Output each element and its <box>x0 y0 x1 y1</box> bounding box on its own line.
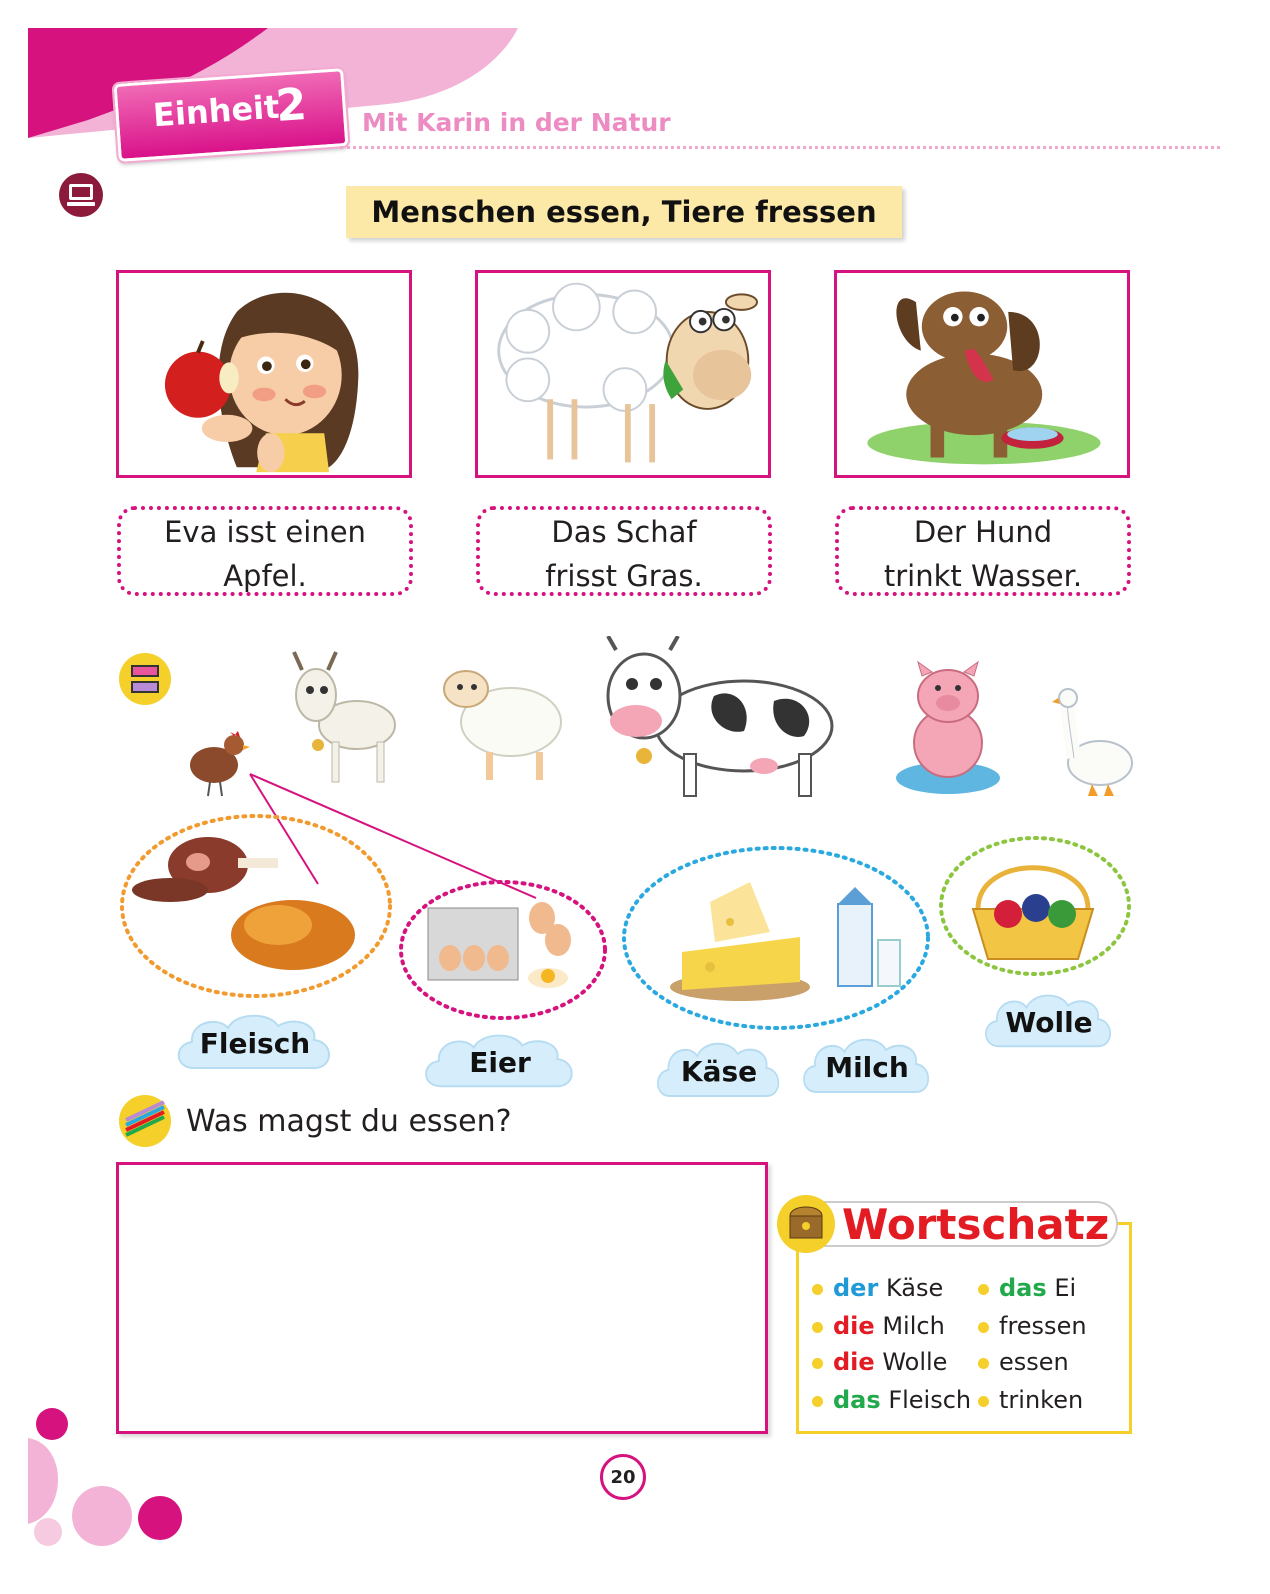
milk-carton-icon <box>838 904 872 986</box>
picture-dog-water <box>834 270 1130 478</box>
pencils-icon <box>118 1094 172 1148</box>
vocab-item: trinken <box>978 1386 1083 1414</box>
unit-number: 2 <box>274 78 309 133</box>
goose-icon <box>1052 688 1136 800</box>
milk-glass-icon <box>878 940 900 986</box>
bullet-icon <box>978 1284 989 1295</box>
wool-group <box>938 834 1132 978</box>
caption-dog-line1: Der Hund <box>913 515 1053 549</box>
dog-drinking-water-illustration <box>837 273 1127 475</box>
vocab-item: der Käse <box>812 1274 943 1302</box>
question-text: Was magst du essen? <box>186 1104 512 1139</box>
sheep-icon <box>436 654 566 784</box>
vocab-item: die Wolle <box>812 1348 947 1376</box>
girl-eating-apple-illustration <box>119 273 409 475</box>
bullet-icon <box>812 1284 823 1295</box>
goat-icon <box>282 650 402 788</box>
vocab-item: essen <box>978 1348 1069 1376</box>
caption-girl-line1: Eva isst einen <box>164 515 366 549</box>
cheese-icon <box>682 937 800 990</box>
unit-label: Einheit <box>151 87 281 135</box>
section-title: Menschen essen, Tiere fressen <box>346 186 902 238</box>
caption-sheep-line2: frisst Gras. <box>545 559 703 593</box>
unit-subtitle: Mit Karin in der Natur <box>362 108 671 137</box>
label-milch: Milch <box>800 1034 934 1100</box>
decorative-dots <box>28 1404 198 1554</box>
hen-icon <box>186 720 250 800</box>
picture-sheep-grass <box>475 270 771 478</box>
bullet-icon <box>812 1322 823 1333</box>
bullet-icon <box>978 1396 989 1407</box>
label-eier: Eier <box>420 1030 580 1094</box>
sheep-eating-grass-illustration <box>478 273 768 475</box>
page-number: 20 <box>600 1454 646 1500</box>
computer-icon <box>58 172 104 218</box>
caption-girl <box>117 506 413 596</box>
caption-sheep <box>476 506 772 596</box>
label-fleisch: Fleisch <box>174 1010 336 1076</box>
answer-writing-area[interactable] <box>116 1162 768 1434</box>
dairy-group <box>620 842 932 1034</box>
bullet-icon <box>812 1396 823 1407</box>
meat-group <box>118 810 394 1002</box>
caption-dog <box>835 506 1131 596</box>
caption-sheep-line1: Das Schaf <box>551 515 697 549</box>
bullet-icon <box>978 1322 989 1333</box>
egg-group <box>398 878 608 1022</box>
bullet-icon <box>812 1358 823 1369</box>
bullet-icon <box>978 1358 989 1369</box>
label-wolle: Wolle <box>982 990 1116 1054</box>
label-kaese: Käse <box>654 1038 784 1104</box>
caption-dog-line2: trinkt Wasser. <box>883 559 1083 593</box>
vocab-item: fressen <box>978 1312 1087 1340</box>
vocab-item: das Fleisch <box>812 1386 971 1414</box>
cow-icon <box>604 636 844 802</box>
picture-girl-apple <box>116 270 412 478</box>
wortschatz-title: Wortschatz <box>842 1200 1110 1249</box>
header-divider <box>340 146 1220 149</box>
vocab-item: die Milch <box>812 1312 945 1340</box>
caption-girl-line2: Apfel. <box>223 559 307 593</box>
pig-icon <box>892 658 1004 798</box>
matching-exercise-icon <box>118 652 172 706</box>
vocab-item: das Ei <box>978 1274 1076 1302</box>
